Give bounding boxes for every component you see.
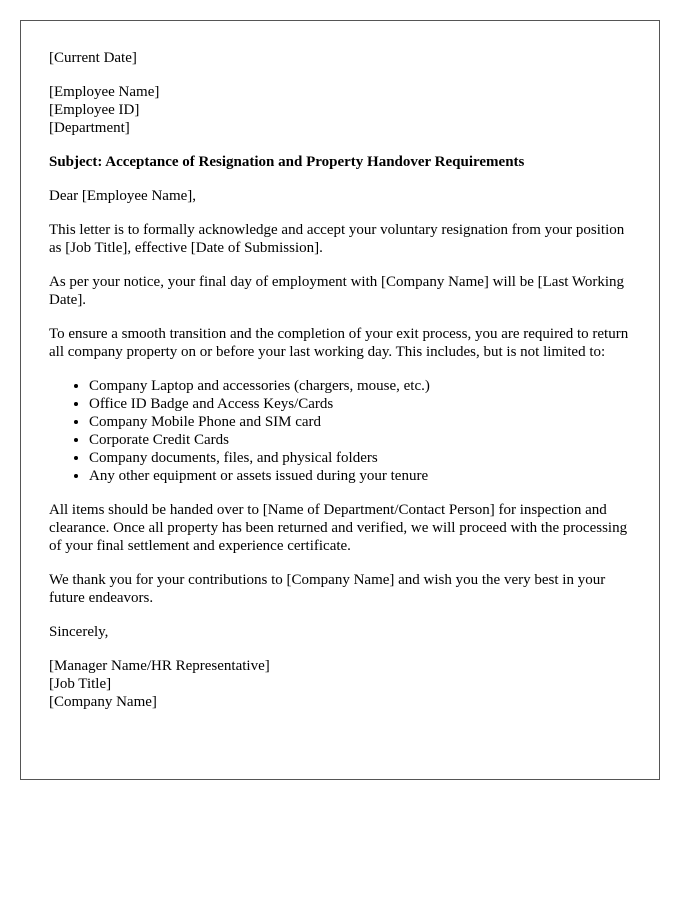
employee-department: [Department] <box>49 120 130 136</box>
paragraph-handover: All items should be handed over to [Name of Department/Contact Person] for inspection and clearance. Once all property has been returned and verified, we will proceed with the processing of your final settlement and experience certificate. <box>49 502 628 554</box>
list-item: • Office ID Badge and Access Keys/Cards <box>89 395 631 413</box>
list-item: • Corporate Credit Cards <box>89 431 631 449</box>
paragraph-property-return: To ensure a smooth transition and the completion of your exit process, you are required to return all company property on or before your last working day. This includes, but is not limited to: <box>49 326 629 360</box>
list-item: • Company documents, files, and physical folders <box>89 449 631 467</box>
paragraph-final-day: As per your notice, your final day of employment with [Company Name] will be [Last Working Date]. <box>49 274 625 308</box>
signature-name: [Manager Name/HR Representative] <box>49 658 270 674</box>
employee-block <box>49 83 631 137</box>
employee-name: [Employee Name] <box>49 84 160 100</box>
list-item: • Company Laptop and accessories (chargers, mouse, etc.) <box>89 377 631 395</box>
resignation-acceptance-letter <box>20 20 660 780</box>
list-item: • Company Mobile Phone and SIM card <box>89 413 631 431</box>
signature-company: [Company Name] <box>49 694 157 710</box>
signoff: Sincerely, <box>49 624 109 640</box>
paragraph-acknowledgement: This letter is to formally acknowledge and accept your voluntary resignation from your position as [Job Title], effective [Date of Submission]. <box>49 222 625 256</box>
employee-id: [Employee ID] <box>49 102 140 118</box>
signature-title: [Job Title] <box>49 676 112 692</box>
list-item: • Any other equipment or assets issued during your tenure <box>89 467 631 485</box>
salutation: Dear [Employee Name], <box>49 188 197 204</box>
signature-block <box>49 657 631 711</box>
letter-subject: Subject: Acceptance of Resignation and Property Handover Requirements <box>49 154 525 170</box>
letter-date: [Current Date] <box>49 50 137 66</box>
paragraph-thanks: We thank you for your contributions to [Company Name] and wish you the very best in your future endeavors. <box>49 572 606 606</box>
property-list <box>49 377 631 485</box>
